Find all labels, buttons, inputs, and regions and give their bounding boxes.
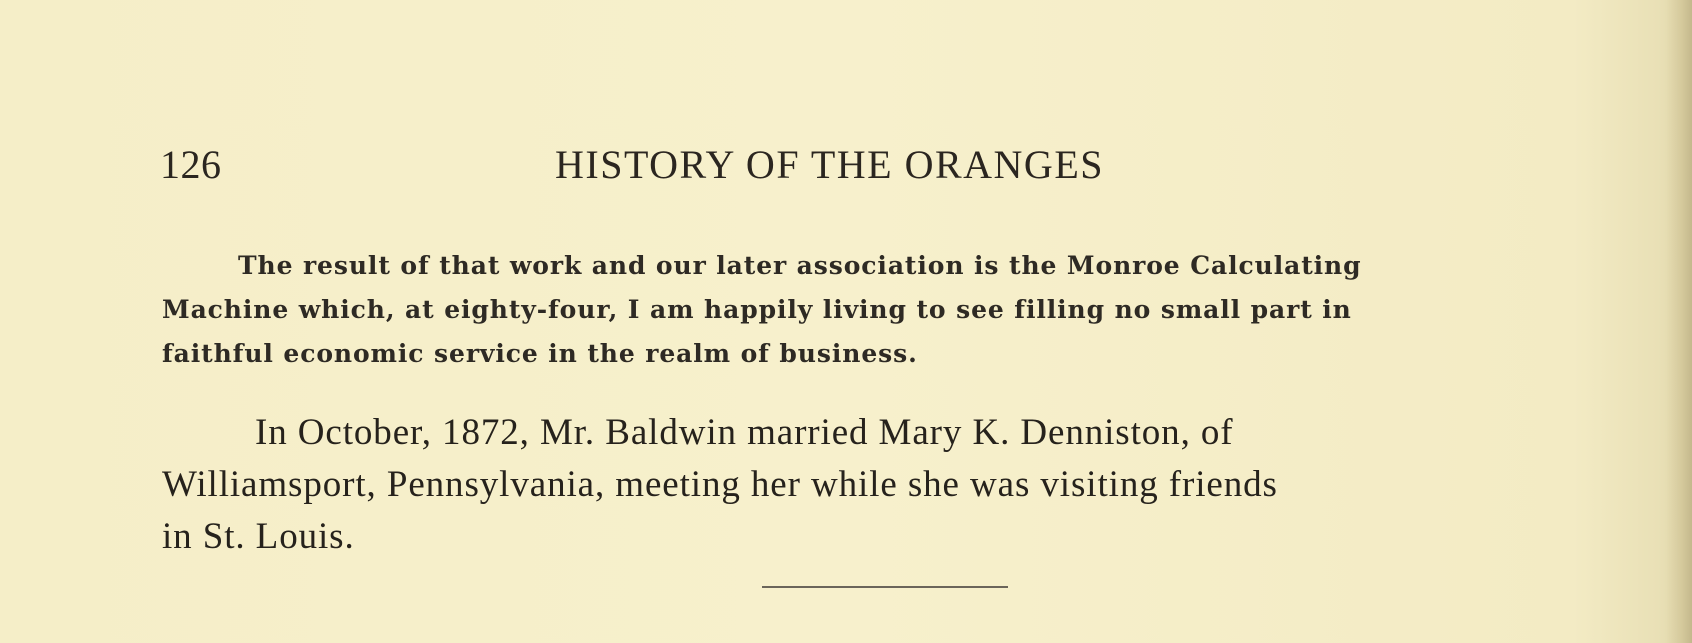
paragraph-line: In October, 1872, Mr. Baldwin married Mary K. Denniston, of bbox=[255, 412, 1234, 453]
running-title: HISTORY OF THE ORANGES bbox=[555, 142, 1104, 187]
quote-line: The result of that work and our later association is the Monroe Calculating bbox=[238, 251, 1362, 280]
running-head bbox=[160, 142, 1600, 188]
section-divider-rule bbox=[762, 586, 1008, 588]
quote-line: Machine which, at eighty-four, I am happily living to see filling no small part in bbox=[162, 295, 1352, 324]
page-number: 126 bbox=[160, 142, 222, 187]
paragraph-line: Williamsport, Pennsylvania, meeting her while she was visiting friends bbox=[162, 464, 1278, 505]
page-edge-shadow bbox=[1666, 0, 1692, 643]
paragraph-line: in St. Louis. bbox=[162, 516, 355, 557]
quote-line: faithful economic service in the realm of business. bbox=[162, 339, 918, 368]
body-paragraph bbox=[162, 407, 1602, 563]
quoted-passage bbox=[162, 244, 1602, 376]
